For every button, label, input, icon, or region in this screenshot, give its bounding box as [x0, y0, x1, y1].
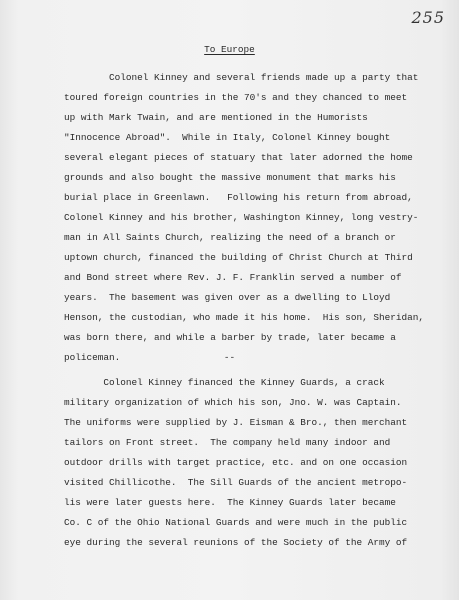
page-number: 255	[411, 8, 445, 27]
text-line: Co. C of the Ohio National Guards and were much in the public	[64, 517, 408, 528]
text-line: "Innocence Abroad". While in Italy, Colonel Kinney bought	[64, 132, 391, 143]
paragraph-2	[64, 373, 424, 553]
section-separator: --	[223, 352, 236, 363]
text-line: up with Mark Twain, and are mentioned in the Humorists	[64, 112, 368, 123]
text-line: tailors on Front street. The company held many indoor and	[64, 437, 391, 448]
text-line: several elegant pieces of statuary that later adorned the home	[64, 152, 413, 163]
text-line: Colonel Kinney and several friends made up a party that	[64, 72, 419, 83]
text-line: man in All Saints Church, realizing the need of a branch or	[64, 232, 396, 243]
text-line: The uniforms were supplied by J. Eisman & Bro., then merchant	[64, 417, 408, 428]
text-line: toured foreign countries in the 70's and they chanced to meet	[64, 92, 408, 103]
text-line: years. The basement was given over as a dwelling to Lloyd	[64, 292, 391, 303]
text-line: uptown church, financed the building of Christ Church at Third	[64, 252, 413, 263]
text-line: eye during the several reunions of the Society of the Army of	[64, 537, 408, 548]
page-title	[0, 44, 459, 55]
text-line: Colonel Kinney financed the Kinney Guards, a crack	[64, 377, 385, 388]
text-line: Colonel Kinney and his brother, Washington Kinney, long vestry-	[64, 212, 419, 223]
paragraph-1	[64, 68, 424, 368]
text-line: outdoor drills with target practice, etc. and on one occasion	[64, 457, 408, 468]
text-line: burial place in Greenlawn. Following his return from abroad,	[64, 192, 413, 203]
text-line: lis were later guests here. The Kinney Guards later became	[64, 497, 396, 508]
text-line: military organization of which his son, Jno. W. was Captain.	[64, 397, 402, 408]
text-line: visited Chillicothe. The Sill Guards of the ancient metropo-	[64, 477, 408, 488]
page-title-text: To Europe	[204, 44, 255, 55]
text-line: grounds and also bought the massive monument that marks his	[64, 172, 396, 183]
text-line: and Bond street where Rev. J. F. Franklin served a number of	[64, 272, 402, 283]
text-line: was born there, and while a barber by trade, later became a	[64, 332, 396, 343]
text-line: Henson, the custodian, who made it his home. His son, Sheridan,	[64, 312, 425, 323]
text-line: policeman.	[64, 352, 121, 363]
